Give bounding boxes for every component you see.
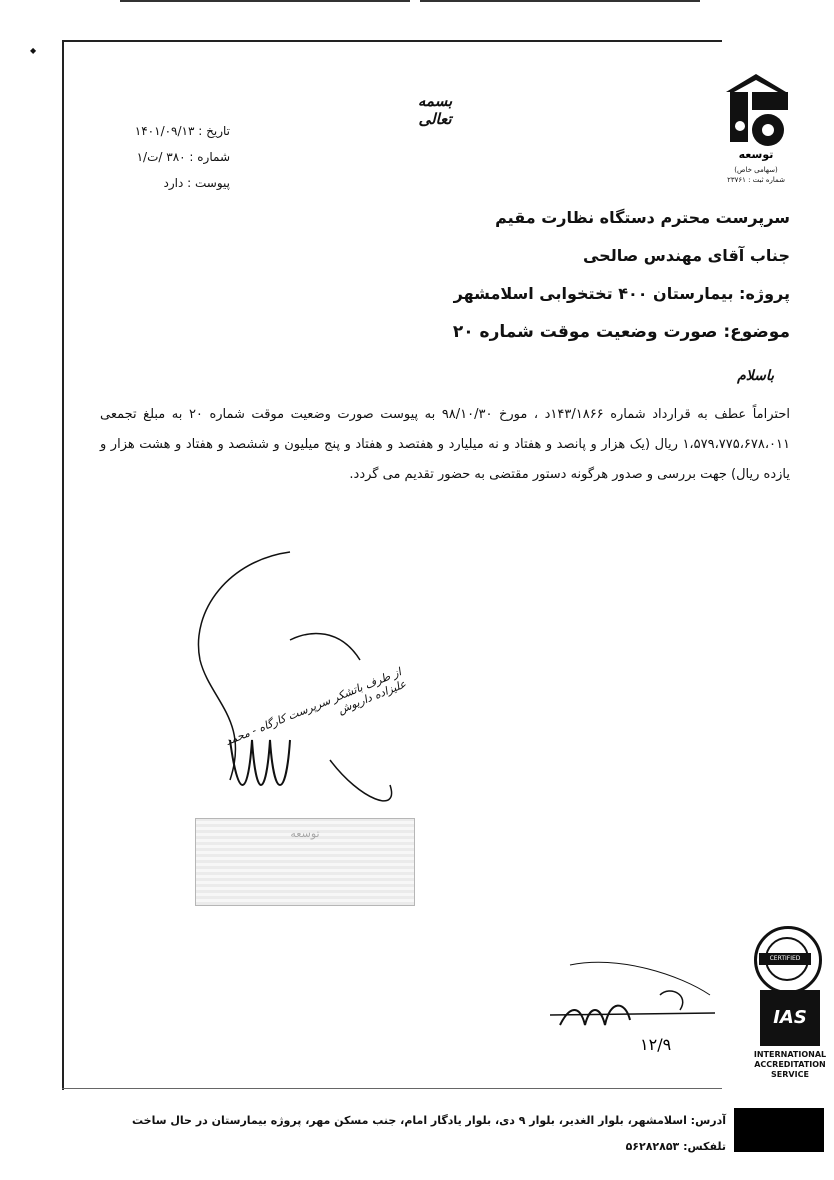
stamp-text: توسعه (290, 827, 320, 840)
subject-line: موضوع: صورت وضعیت موقت شماره ۲۰ (452, 322, 790, 342)
letter-body: احتراماً عطف به قرارداد شماره ۱۴۳/۱۸۶۶د ، مورخ ۹۸/۱۰/۳۰ به پیوست صورت وضعیت موقت شماره ۲۰ به مبلغ تجمعی ۱،۵۷۹،۷۷۵،۶۷۸،۰۱۱ ریال (یک هزار و پانصد و هفتاد و نه میلیارد و هفتصد و هفتاد و پنج میلیون و ششصد و هفتاد و هشت هزار و یازده ریال) جهت بررسی و صدور هرگونه دستور مقتضی به حضور تقدیم می گردد. (100, 407, 791, 482)
scan-top-edge (120, 0, 410, 2)
logo-name: توسعه (738, 148, 774, 161)
ias-caption-line2: ACCREDITATION (754, 1060, 826, 1069)
initials-scribble (540, 955, 725, 1065)
ias-caption (740, 1050, 834, 1080)
footer-phone: تلفکس: ۵۶۲۸۲۸۵۳ (625, 1140, 726, 1153)
recipient-name: جناب آقای مهندس صالحی (582, 246, 790, 265)
logo-registration: شماره ثبت : ۲۳۷۶۱ (727, 176, 785, 184)
letter-frame-left (62, 40, 64, 1090)
scan-top-edge-2 (420, 0, 700, 2)
greeting: باسلام (737, 368, 774, 384)
ias-caption-line1: INTERNATIONAL (753, 1050, 827, 1059)
redacted-block (734, 1108, 824, 1152)
recipient-title: سرپرست محترم دستگاه نظارت مقیم (495, 208, 790, 227)
logo-subtitle: (سهامی خاص) (734, 166, 778, 174)
certified-label: CERTIFIED (759, 953, 811, 965)
bismillah-heading: بسمه تعالی (417, 92, 453, 128)
signature-text: از طرف باتشکر سرپرست کارگاه - محمد علیزاده داریوش (223, 665, 408, 749)
letter-attachment: پیوست : دارد (163, 176, 230, 190)
ias-caption-line3: SERVICE (771, 1070, 809, 1079)
company-stamp (195, 818, 415, 906)
letter-number: شماره : ۳۸۰ /ت/۱ (136, 150, 230, 164)
project-line: پروژه: بیمارستان ۴۰۰ تختخوابی اسلامشهر (453, 284, 790, 303)
letter-frame-top (62, 40, 722, 42)
ias-logo-icon: IAS (760, 990, 820, 1046)
corner-mark: ◆ (30, 46, 37, 55)
footer-address: آدرس: اسلامشهر، بلوار الغدیر، بلوار ۹ دی، بلوار یادگار امام، جنب مسکن مهر، پروژه بیمارستان در حال ساخت (132, 1114, 726, 1127)
certified-seal-icon (754, 926, 822, 994)
letter-date: تاریخ : ۱۴۰۱/۰۹/۱۳ (134, 124, 230, 138)
initials-date: ۱۲/۹ (640, 1035, 672, 1054)
footer-divider (62, 1088, 722, 1089)
